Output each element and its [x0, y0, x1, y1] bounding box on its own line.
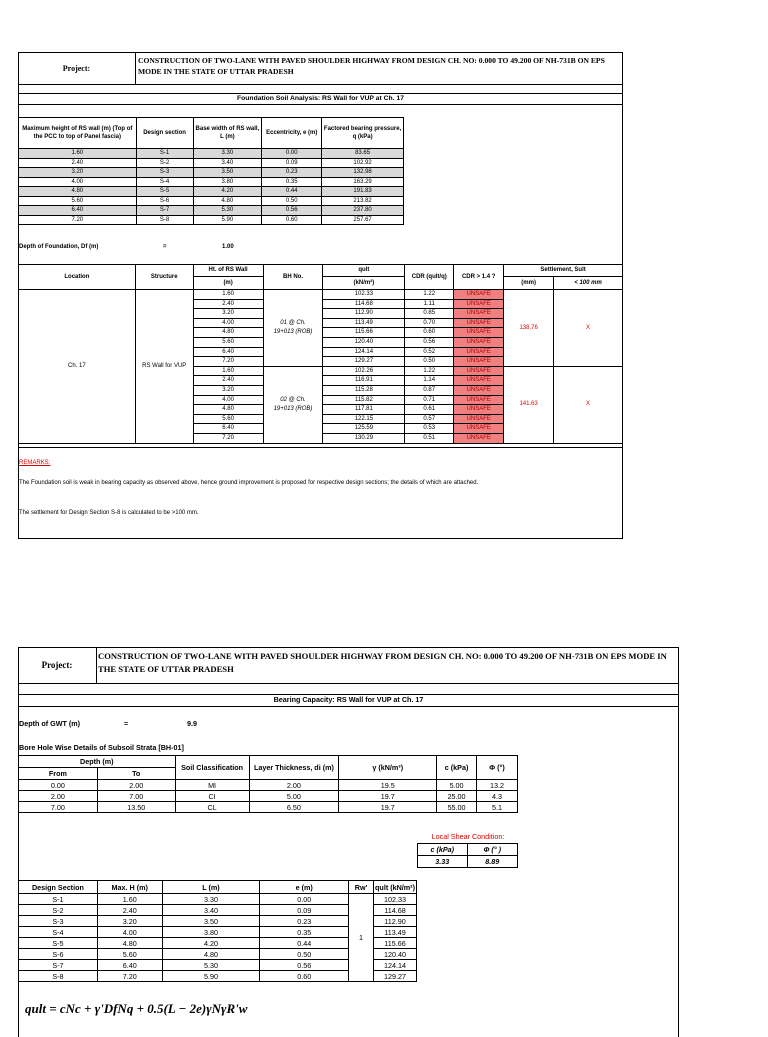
section-title: Foundation Soil Analysis: RS Wall for VUP at Ch. 17 [236, 95, 405, 102]
t2-header-settlement: Settlement, Sult [504, 265, 623, 277]
strata-thickness-cell: 2.00 [249, 780, 339, 791]
remark-1: The Foundation soil is weak in bearing capacity as observed above, hence ground improvement is proposed for respective design sections; the details of which are attached. [19, 480, 479, 486]
strata-gamma-cell: 19.7 [339, 791, 437, 802]
wall-height-cell: 6.40 [193, 424, 263, 434]
wall-height-cell: 4.80 [193, 405, 263, 415]
ds-e-cell: 0.09 [260, 905, 349, 916]
status-badge: UNSAFE [454, 318, 504, 328]
t1-height-cell: 4.80 [19, 187, 137, 197]
ds-l-cell: 5.90 [162, 971, 260, 982]
qult-cell: 120.40 [323, 337, 405, 347]
ds-l-cell: 3.50 [162, 916, 260, 927]
ds-l-cell: 3.80 [162, 927, 260, 938]
strata-header-depth: Depth (m) [19, 756, 176, 768]
status-badge: UNSAFE [454, 309, 504, 319]
t1-width-cell: 4.20 [193, 187, 262, 197]
t2-header-ht: Ht. of RS Wall [193, 265, 263, 277]
status-badge: UNSAFE [454, 337, 504, 347]
ds-qult-cell: 113.49 [374, 927, 417, 938]
t1-pressure-cell: 257.67 [322, 215, 404, 225]
ds-section-cell: S-3 [19, 916, 98, 927]
ds-section-cell: S-8 [19, 971, 98, 982]
t1-height-cell: 2.40 [19, 158, 137, 168]
strata-to-cell: 2.00 [97, 780, 175, 791]
ds-section-cell: S-7 [19, 960, 98, 971]
t1-height-cell: 1.60 [19, 149, 137, 159]
t1-ecc-cell: 0.00 [262, 149, 322, 159]
wall-height-cell: 1.60 [193, 290, 263, 300]
t1-width-cell: 5.90 [193, 215, 262, 225]
cdr-cell: 0.57 [405, 414, 454, 424]
remarks-label: REMARKS: [19, 460, 51, 466]
wall-height-cell: 3.20 [193, 385, 263, 395]
ds-qult-cell: 102.33 [374, 894, 417, 905]
settlement-check-cell: X [554, 290, 623, 367]
ds-l-cell: 4.80 [162, 949, 260, 960]
qult-cell: 116.91 [323, 376, 405, 386]
status-badge: UNSAFE [454, 376, 504, 386]
t1-pressure-cell: 213.82 [322, 196, 404, 206]
table-row [19, 158, 404, 168]
strata-soil-cell: CL [175, 802, 249, 813]
t2-header-qult: qult [323, 265, 405, 277]
strata-c-cell: 55.00 [437, 802, 477, 813]
ds-section-cell: S-1 [19, 894, 98, 905]
cdr-cell: 1.22 [405, 290, 454, 300]
wall-height-cell: 5.60 [193, 337, 263, 347]
borehole-cell: 01 @ Ch. 19+013 (ROB) [263, 290, 323, 367]
ds-qult-cell: 115.66 [374, 938, 417, 949]
strata-from-cell: 2.00 [19, 791, 98, 802]
t1-width-cell: 3.30 [193, 149, 262, 159]
cdr-cell: 0.50 [405, 357, 454, 367]
qult-cell: 129.27 [323, 357, 405, 367]
lsc-value-phi: 8.89 [467, 856, 517, 868]
strata-c-cell: 25.00 [437, 791, 477, 802]
table-row [19, 177, 404, 187]
wall-height-cell: 5.60 [193, 414, 263, 424]
project-title-2: CONSTRUCTION OF TWO-LANE WITH PAVED SHOULDER HIGHWAY FROM DESIGN CH. NO: 0.000 TO 49.200 OF NH-731B ON EPS MODE IN THE STATE OF UTTAR PRADESH [98, 651, 667, 674]
depth-foundation-value: 1.00 [222, 244, 234, 250]
wall-height-cell: 1.60 [193, 366, 263, 376]
project-label-2: Project: [41, 660, 73, 670]
t1-ecc-cell: 0.56 [262, 206, 322, 216]
t2-header-location: Location [19, 265, 136, 290]
ds-section-cell: S-6 [19, 949, 98, 960]
ds-header-section: Design Section [19, 881, 98, 894]
ds-h-cell: 7.20 [97, 971, 162, 982]
table-row [19, 149, 404, 159]
location-cell: Ch. 17 [19, 290, 136, 444]
status-badge: UNSAFE [454, 366, 504, 376]
t1-pressure-cell: 191.83 [322, 187, 404, 197]
t1-width-cell: 3.80 [193, 177, 262, 187]
project-label: Project: [62, 63, 91, 73]
table-row [19, 215, 404, 225]
strata-from-cell: 7.00 [19, 802, 98, 813]
qult-cell: 117.81 [323, 405, 405, 415]
borehole-title: Bore Hole Wise Details of Subsoil Strata [BH-01] [19, 743, 184, 752]
t1-height-cell: 6.40 [19, 206, 137, 216]
t1-header-height: Maximum height of RS wall (m) (Top of the PCC to top of Panel fascia) [19, 118, 137, 149]
strata-header-gamma: γ (kN/m³) [339, 756, 437, 780]
table-row [19, 802, 518, 813]
ds-qult-cell: 129.27 [374, 971, 417, 982]
ds-l-cell: 3.30 [162, 894, 260, 905]
ds-header-qult: qult (kN/m²) [375, 882, 415, 892]
strata-header-phi: Φ (°) [477, 756, 518, 780]
t1-header-section: Design section [136, 118, 193, 149]
settlement-cell: 141.63 [504, 366, 554, 443]
structure-cell: RS Wall for VUP [135, 290, 193, 444]
wall-height-cell: 6.40 [193, 347, 263, 357]
ds-h-cell: 4.80 [97, 938, 162, 949]
strata-phi-cell: 13.2 [477, 780, 518, 791]
t1-header-pressure: Factored bearing pressure, q (kPa) [322, 118, 404, 149]
qult-cell: 130.29 [323, 433, 405, 443]
ds-l-cell: 3.40 [162, 905, 260, 916]
qult-cell: 122.15 [323, 414, 405, 424]
status-badge: UNSAFE [454, 299, 504, 309]
ds-section-cell: S-4 [19, 927, 98, 938]
borehole-cell: 02 @ Ch. 19+013 (ROB) [263, 366, 323, 443]
t1-section-cell: S-8 [136, 215, 193, 225]
t2-header-bh: BH No. [263, 265, 323, 290]
ds-e-cell: 0.35 [260, 927, 349, 938]
qult-cell: 102.33 [323, 290, 405, 300]
table-row [19, 290, 623, 300]
t1-ecc-cell: 0.35 [262, 177, 322, 187]
wall-height-cell: 4.00 [193, 318, 263, 328]
section-title-2: Bearing Capacity: RS Wall for VUP at Ch. 17 [273, 695, 424, 704]
status-badge: UNSAFE [454, 357, 504, 367]
bearing-pressure-table [18, 117, 404, 225]
table-row [19, 187, 404, 197]
qult-formula: qult = cNc + γ'DfNq + 0.5(L − 2e)γNγR'w [25, 1001, 248, 1016]
strata-gamma-cell: 19.7 [339, 802, 437, 813]
gwt-value: 9.9 [187, 719, 197, 728]
t1-ecc-cell: 0.23 [262, 168, 322, 178]
ds-qult-cell: 112.90 [374, 916, 417, 927]
ds-e-cell: 0.50 [260, 949, 349, 960]
wall-height-cell: 3.20 [193, 309, 263, 319]
ds-h-cell: 6.40 [97, 960, 162, 971]
remark-2: The settlement for Design Section S-8 is calculated to be >100 mm. [19, 510, 199, 516]
design-section-table [18, 880, 417, 982]
cdr-cell: 0.85 [405, 309, 454, 319]
t2-header-qult-unit: (kN/m²) [323, 277, 405, 290]
strata-phi-cell: 5.1 [477, 802, 518, 813]
status-badge: UNSAFE [454, 433, 504, 443]
status-badge: UNSAFE [454, 385, 504, 395]
qult-cell: 115.82 [323, 395, 405, 405]
ds-rw-cell: 1 [349, 894, 374, 982]
t1-pressure-cell: 237.80 [322, 206, 404, 216]
cdr-cell: 0.52 [405, 347, 454, 357]
strata-thickness-cell: 5.00 [249, 791, 339, 802]
ds-e-cell: 0.00 [260, 894, 349, 905]
wall-height-cell: 2.40 [193, 376, 263, 386]
strata-gamma-cell: 19.5 [339, 780, 437, 791]
cdr-cell: 1.11 [405, 299, 454, 309]
ds-h-cell: 2.40 [97, 905, 162, 916]
qult-cell: 102.26 [323, 366, 405, 376]
status-badge: UNSAFE [454, 405, 504, 415]
qult-cell: 115.66 [323, 328, 405, 338]
project-title: CONSTRUCTION OF TWO-LANE WITH PAVED SHOULDER HIGHWAY FROM DESIGN CH. NO: 0.000 TO 49.200 OF NH-731B ON EPS MODE IN THE STATE OF UTTAR PRADESH [138, 56, 605, 76]
strata-from-cell: 0.00 [19, 780, 98, 791]
cdr-cell: 1.22 [405, 366, 454, 376]
cdr-cell: 0.60 [405, 328, 454, 338]
t1-height-cell: 5.60 [19, 196, 137, 206]
strata-header-soil: Soil Classification [175, 756, 249, 780]
table-row [19, 196, 404, 206]
wall-height-cell: 7.20 [193, 433, 263, 443]
ds-header-rw: Rw' [349, 881, 374, 894]
strata-table [18, 755, 518, 813]
t1-section-cell: S-2 [136, 158, 193, 168]
t1-ecc-cell: 0.50 [262, 196, 322, 206]
ds-e-cell: 0.44 [260, 938, 349, 949]
ds-header-l: L (m) [162, 881, 260, 894]
cdr-cell: 0.53 [405, 424, 454, 434]
t1-section-cell: S-7 [136, 206, 193, 216]
t1-pressure-cell: 102.92 [322, 158, 404, 168]
ds-section-cell: S-5 [19, 938, 98, 949]
ds-qult-cell: 124.14 [374, 960, 417, 971]
status-badge: UNSAFE [454, 328, 504, 338]
settlement-check-cell: X [554, 366, 623, 443]
ds-header-h: Max. H (m) [97, 881, 162, 894]
depth-foundation-eq: = [163, 244, 167, 250]
cdr-cell: 0.51 [405, 433, 454, 443]
t1-section-cell: S-3 [136, 168, 193, 178]
t1-ecc-cell: 0.44 [262, 187, 322, 197]
settlement-cell: 138.76 [504, 290, 554, 367]
t2-header-cdr-check: CDR > 1.4 ? [454, 265, 504, 290]
ds-e-cell: 0.56 [260, 960, 349, 971]
t1-header-width: Base width of RS wall, L (m) [193, 118, 262, 149]
local-shear-table [417, 843, 518, 868]
strata-header-from: From [19, 768, 98, 780]
cdr-cell: 1.14 [405, 376, 454, 386]
lsc-value-c: 3.33 [418, 856, 468, 868]
qult-cell: 115.28 [323, 385, 405, 395]
t1-pressure-cell: 132.98 [322, 168, 404, 178]
cdr-cell: 0.70 [405, 318, 454, 328]
t2-header-limit: < 100 mm [554, 277, 623, 290]
table-row [19, 206, 404, 216]
status-badge: UNSAFE [454, 424, 504, 434]
t1-pressure-cell: 83.65 [322, 149, 404, 159]
gwt-label: Depth of GWT (m) [19, 719, 81, 728]
strata-soil-cell: MI [175, 780, 249, 791]
qult-cell: 112.90 [323, 309, 405, 319]
strata-soil-cell: CI [175, 791, 249, 802]
ds-h-cell: 1.60 [97, 894, 162, 905]
t1-height-cell: 7.20 [19, 215, 137, 225]
ds-h-cell: 3.20 [97, 916, 162, 927]
t1-ecc-cell: 0.09 [262, 158, 322, 168]
status-badge: UNSAFE [454, 347, 504, 357]
status-badge: UNSAFE [454, 290, 504, 300]
strata-thickness-cell: 6.50 [249, 802, 339, 813]
ds-h-cell: 5.60 [97, 949, 162, 960]
wall-height-cell: 4.80 [193, 328, 263, 338]
cdr-cell: 0.61 [405, 405, 454, 415]
ds-header-e: e (m) [260, 881, 349, 894]
qult-cell: 113.49 [323, 318, 405, 328]
t1-section-cell: S-4 [136, 177, 193, 187]
cdr-cell: 0.56 [405, 337, 454, 347]
ds-h-cell: 4.00 [97, 927, 162, 938]
depth-foundation-label: Depth of Foundation, Df (m) [19, 244, 99, 250]
strata-c-cell: 5.00 [437, 780, 477, 791]
strata-to-cell: 13.50 [97, 802, 175, 813]
ds-l-cell: 5.30 [162, 960, 260, 971]
local-shear-title: Local Shear Condition: [431, 832, 505, 841]
ds-qult-cell: 120.40 [374, 949, 417, 960]
cdr-analysis-table [18, 264, 623, 444]
ds-e-cell: 0.23 [260, 916, 349, 927]
table-row [19, 791, 518, 802]
wall-height-cell: 4.00 [193, 395, 263, 405]
wall-height-cell: 2.40 [193, 299, 263, 309]
t2-header-cdr: CDR (qult/q) [405, 265, 454, 290]
table-row [19, 894, 417, 905]
strata-header-c: c (kPa) [437, 756, 477, 780]
t1-ecc-cell: 0.60 [262, 215, 322, 225]
t1-section-cell: S-5 [136, 187, 193, 197]
t1-header-ecc: Eccentricity, e (m) [262, 118, 322, 149]
table-row [19, 780, 518, 791]
ds-e-cell: 0.60 [260, 971, 349, 982]
t1-height-cell: 4.00 [19, 177, 137, 187]
qult-cell: 125.59 [323, 424, 405, 434]
table-row [19, 168, 404, 178]
strata-header-thickness: Layer Thickness, di (m) [249, 756, 339, 780]
t1-height-cell: 3.20 [19, 168, 137, 178]
t2-header-mm: (mm) [504, 277, 554, 290]
strata-phi-cell: 4.3 [477, 791, 518, 802]
wall-height-cell: 7.20 [193, 357, 263, 367]
cdr-cell: 0.87 [405, 385, 454, 395]
lsc-header-phi: Φ (° ) [467, 844, 517, 856]
t1-section-cell: S-6 [136, 196, 193, 206]
status-badge: UNSAFE [454, 414, 504, 424]
t1-width-cell: 4.80 [193, 196, 262, 206]
t1-width-cell: 3.40 [193, 158, 262, 168]
cdr-cell: 0.71 [405, 395, 454, 405]
strata-to-cell: 7.00 [97, 791, 175, 802]
status-badge: UNSAFE [454, 395, 504, 405]
t2-header-structure: Structure [135, 265, 193, 290]
qult-cell: 114.68 [323, 299, 405, 309]
t1-width-cell: 3.50 [193, 168, 262, 178]
t2-header-ht-unit: (m) [193, 277, 263, 290]
t1-pressure-cell: 163.29 [322, 177, 404, 187]
lsc-header-c: c (kPa) [418, 844, 468, 856]
gwt-eq: = [124, 719, 129, 728]
strata-header-to: To [97, 768, 175, 780]
t1-section-cell: S-1 [136, 149, 193, 159]
t1-width-cell: 5.30 [193, 206, 262, 216]
ds-qult-cell: 114.68 [374, 905, 417, 916]
ds-l-cell: 4.20 [162, 938, 260, 949]
qult-cell: 124.14 [323, 347, 405, 357]
ds-section-cell: S-2 [19, 905, 98, 916]
